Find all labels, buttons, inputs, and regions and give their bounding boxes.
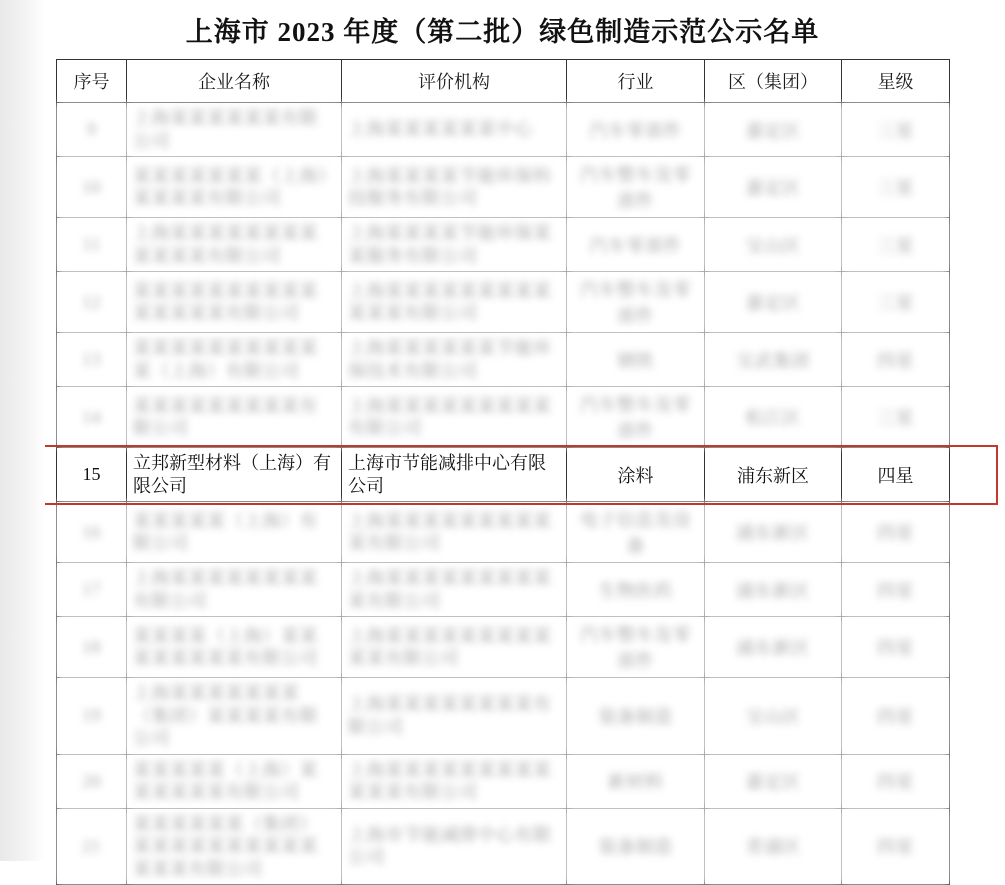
cell-district: 青浦区: [705, 808, 842, 885]
cell-star: 四星: [842, 617, 950, 678]
table-row: [57, 272, 950, 333]
cell-no: 17: [57, 563, 127, 617]
table-row: [57, 563, 950, 617]
cell-star: 三星: [842, 103, 950, 157]
table-row: [57, 808, 950, 885]
cell-organization: 上海某某某某某某某某某有限公司: [342, 387, 567, 448]
cell-no: 15: [57, 448, 127, 502]
cell-company: 某某某某某某某某某某某（上海）有限公司: [127, 333, 342, 387]
table-row: [57, 502, 950, 563]
cell-industry: 生物医药: [567, 563, 705, 617]
cell-organization: 上海某某某某某某节能环保技术有限公司: [342, 333, 567, 387]
cell-organization: 上海某某某某某某某某某某有限公司: [342, 563, 567, 617]
page-title: 上海市 2023 年度（第二批）绿色制造示范公示名单: [185, 17, 820, 47]
table-body: [57, 103, 950, 885]
cell-star: 四星: [842, 448, 950, 502]
cell-star: 三星: [842, 218, 950, 272]
cell-company: 立邦新型材料（上海）有限公司: [127, 448, 342, 502]
column-header-organization: 评价机构: [342, 60, 567, 103]
cell-company: 某某某某某（上海）有限公司: [127, 502, 342, 563]
column-header-district: 区（集团）: [705, 60, 842, 103]
cell-organization: 上海某某某某节能环保科技服务有限公司: [342, 157, 567, 218]
cell-organization: 上海某某某某某某某某有限公司: [342, 678, 567, 755]
cell-district: 浦东新区: [705, 502, 842, 563]
cell-no: 18: [57, 617, 127, 678]
cell-no: 21: [57, 808, 127, 885]
page-edge-shadow: [0, 0, 45, 861]
cell-organization: 上海某某某某某某中心: [342, 103, 567, 157]
cell-no: 13: [57, 333, 127, 387]
cell-organization: 上海某某某某某某某某某某某某有限公司: [342, 754, 567, 808]
table-head: [57, 60, 950, 103]
table-row: [57, 678, 950, 755]
cell-district: 宝山区: [705, 218, 842, 272]
public-notice-table: [56, 59, 950, 885]
cell-star: 三星: [842, 387, 950, 448]
cell-industry: 汽车整车及零部件: [567, 387, 705, 448]
column-header-industry: 行业: [567, 60, 705, 103]
cell-company: 上海某某某某某某有限公司: [127, 103, 342, 157]
cell-district: 浦东新区: [705, 448, 842, 502]
cell-star: 四星: [842, 754, 950, 808]
cell-industry: 汽车整车及零部件: [567, 272, 705, 333]
cell-industry: 装备制造: [567, 678, 705, 755]
table-row: [57, 387, 950, 448]
cell-company: 上海某某某某某某某某有限公司: [127, 563, 342, 617]
cell-company: 上海某某某某某某某（集团）某某某某有限公司: [127, 678, 342, 755]
cell-star: 四星: [842, 502, 950, 563]
cell-organization: 上海市节能减排中心有限公司: [342, 448, 567, 502]
table-row: [57, 157, 950, 218]
cell-district: 嘉定区: [705, 272, 842, 333]
cell-star: 四星: [842, 678, 950, 755]
cell-industry: 汽车零部件: [567, 103, 705, 157]
table-header-row: [57, 60, 950, 103]
table-row: [57, 333, 950, 387]
cell-industry: 电子信息及设备: [567, 502, 705, 563]
cell-star: 四星: [842, 333, 950, 387]
cell-organization: 上海市节能减排中心有限公司: [342, 808, 567, 885]
table-row: [57, 448, 950, 502]
cell-company: 某某某某某某某（上海）某某某某有限公司: [127, 157, 342, 218]
cell-industry: 新材料: [567, 754, 705, 808]
cell-district: 松江区: [705, 387, 842, 448]
cell-district: 浦东新区: [705, 563, 842, 617]
cell-no: 11: [57, 218, 127, 272]
cell-company: 某某某某某（上海）某某某某某某有限公司: [127, 754, 342, 808]
cell-company: 上海某某某某某某某某某某某某有限公司: [127, 218, 342, 272]
column-header-star: 星级: [842, 60, 950, 103]
cell-star: 三星: [842, 272, 950, 333]
cell-organization: 上海某某某某某某某某某某某某有限公司: [342, 272, 567, 333]
table-row: [57, 218, 950, 272]
cell-district: 嘉定区: [705, 157, 842, 218]
cell-company: 某某某某（上海）某某某某某某某某有限公司: [127, 617, 342, 678]
cell-district: 嘉定区: [705, 103, 842, 157]
cell-district: 宝武集团: [705, 333, 842, 387]
cell-star: 四星: [842, 563, 950, 617]
column-header-company: 企业名称: [127, 60, 342, 103]
table-row: [57, 103, 950, 157]
cell-district: 浦东新区: [705, 617, 842, 678]
cell-industry: 装备制造: [567, 808, 705, 885]
cell-district: 宝山区: [705, 678, 842, 755]
cell-company: 某某某某某某（集团）某某某某某某某某某某某某某有限公司: [127, 808, 342, 885]
cell-no: 20: [57, 754, 127, 808]
cell-organization: 上海某某某某某某某某某某有限公司: [342, 502, 567, 563]
column-header-no: 序号: [57, 60, 127, 103]
cell-no: 14: [57, 387, 127, 448]
cell-star: 四星: [842, 808, 950, 885]
cell-no: 10: [57, 157, 127, 218]
cell-industry: 汽车整车及零部件: [567, 157, 705, 218]
cell-no: 19: [57, 678, 127, 755]
cell-star: 三星: [842, 157, 950, 218]
cell-no: 12: [57, 272, 127, 333]
cell-industry: 汽车零部件: [567, 218, 705, 272]
table-row: [57, 617, 950, 678]
cell-company: 某某某某某某某某某某某某某某某有限公司: [127, 272, 342, 333]
cell-no: 9: [57, 103, 127, 157]
cell-industry: 汽车整车及零部件: [567, 617, 705, 678]
table-row: [57, 754, 950, 808]
cell-no: 16: [57, 502, 127, 563]
cell-company: 某某某某某某某某某有限公司: [127, 387, 342, 448]
cell-industry: 涂料: [567, 448, 705, 502]
cell-district: 嘉定区: [705, 754, 842, 808]
cell-industry: 钢铁: [567, 333, 705, 387]
cell-organization: 上海某某某某某某某某某某某有限公司: [342, 617, 567, 678]
table-container: [56, 59, 949, 885]
cell-organization: 上海某某某某节能环保某某服务有限公司: [342, 218, 567, 272]
